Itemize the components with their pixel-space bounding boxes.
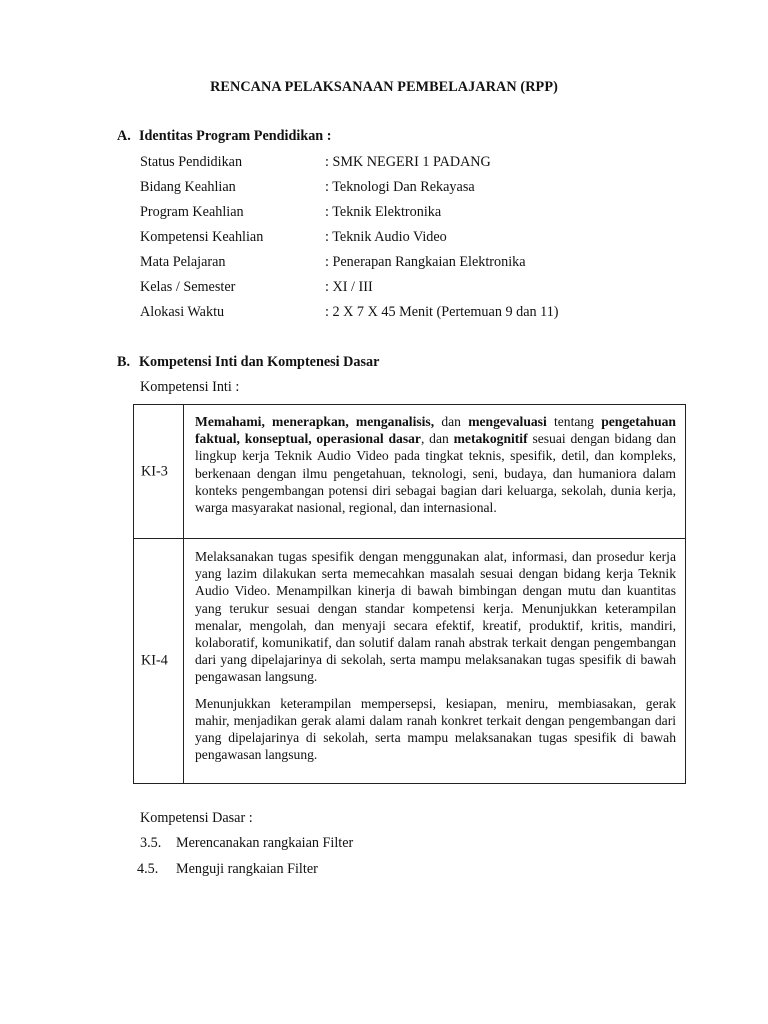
- identity-label: Status Pendidikan: [140, 154, 243, 170]
- kompetensi-inti-label: Kompetensi Inti :: [140, 379, 240, 395]
- identity-label: Kompetensi Keahlian: [140, 229, 264, 245]
- kompetensi-dasar-label: Kompetensi Dasar :: [140, 810, 253, 826]
- ki-code-cell: [134, 539, 184, 783]
- ki-row: [134, 539, 685, 783]
- ki-text: dan: [434, 414, 469, 429]
- kd-item-number: 3.5.: [140, 835, 162, 851]
- identity-value: : Teknik Audio Video: [325, 229, 447, 245]
- section-a-letter: A.: [117, 128, 131, 144]
- section-a-heading: [117, 128, 331, 145]
- identity-value: : XI / III: [325, 279, 373, 295]
- identity-label: Alokasi Waktu: [140, 304, 225, 320]
- ki-paragraph: [195, 413, 676, 516]
- document-title: RENCANA PELAKSANAAN PEMBELAJARAN (RPP): [210, 79, 558, 95]
- ki-code: KI-3: [141, 463, 168, 479]
- section-a-title: Identitas Program Pendidikan :: [139, 128, 332, 144]
- ki-bold-text: pengetahuan faktual, konseptual, operasional dasar: [195, 414, 676, 447]
- section-b-heading: [117, 354, 379, 371]
- ki-description: [195, 413, 676, 516]
- identity-label: Program Keahlian: [140, 204, 244, 220]
- ki-text: , dan: [420, 431, 454, 447]
- ki-text: tentang: [546, 414, 602, 429]
- identity-value: : 2 X 7 X 45 Menit (Pertemuan 9 dan 11): [325, 304, 559, 320]
- ki-bold-text: metakognitif: [453, 431, 528, 447]
- ki-paragraph: Menunjukkan keterampilan mempersepsi, kesiapan, meniru, membiasakan, gerak mahir, menjadikan gerak alami dalam ranah konkret terkait dengan pengembangan dari yang dipelajarinya di sekolah, serta mampu melaksanakan tugas spesifik di bawah pengawasan langsung.: [195, 695, 676, 763]
- identity-label: Mata Pelajaran: [140, 254, 226, 270]
- identity-label: Kelas / Semester: [140, 279, 236, 295]
- ki-text: sesuai dengan bidang dan lingkup kerja Teknik Audio Video pada tingkat teknis, spesifik, detil, dan kompleks, berkenaan dengan ilmu pengetahuan, teknologi, seni, budaya, dan humaniora dalam konteks pengembangan potensi diri sebagai bagian dari keluarga, sekolah, dunia kerja, warga masyarakat nasional, regional, dan internasional.: [195, 431, 676, 516]
- identity-value: : SMK NEGERI 1 PADANG: [325, 154, 491, 170]
- ki-description: [195, 548, 676, 763]
- ki-code: KI-4: [141, 652, 168, 669]
- ki-row: [134, 405, 685, 539]
- ki-code-cell: [134, 405, 184, 538]
- kompetensi-inti-table: [133, 404, 686, 784]
- kd-item-text: Merencanakan rangkaian Filter: [176, 835, 354, 851]
- ki-paragraph: Melaksanakan tugas spesifik dengan menggunakan alat, informasi, dan prosedur kerja yang lazim dilakukan serta memecahkan masalah sesuai dengan bidang kerja Teknik Audio Video. Menampilkan kinerja di bawah bimbingan dengan mutu dan kuantitas yang terukur sesuai dengan standar kompetensi kerja. Menunjukkan keterampilan menalar, mengolah, dan menyaji secara efektif, kreatif, produktif, kritis, mandiri, kolaboratif, komunikatif, dan solutif dalam ranah abstrak terkait dengan pengembangan dari yang dipelajarinya di sekolah, serta mampu melaksanakan tugas spesifik di bawah pengawasan langsung.: [195, 549, 676, 685]
- ki-bold-text: mengevaluasi: [468, 414, 547, 429]
- identity-value: : Penerapan Rangkaian Elektronika: [325, 254, 526, 270]
- section-b-title: Kompetensi Inti dan Komptenesi Dasar: [139, 354, 380, 370]
- kd-item-text: Menguji rangkaian Filter: [176, 861, 318, 877]
- identity-value: : Teknik Elektronika: [325, 204, 442, 220]
- kd-item-number: 4.5.: [137, 861, 159, 877]
- identity-label: Bidang Keahlian: [140, 179, 236, 195]
- section-b-letter: B.: [117, 354, 131, 370]
- identity-value: : Teknologi Dan Rekayasa: [325, 179, 475, 195]
- ki-bold-text: Memahami, menerapkan, menganalisis,: [195, 414, 435, 429]
